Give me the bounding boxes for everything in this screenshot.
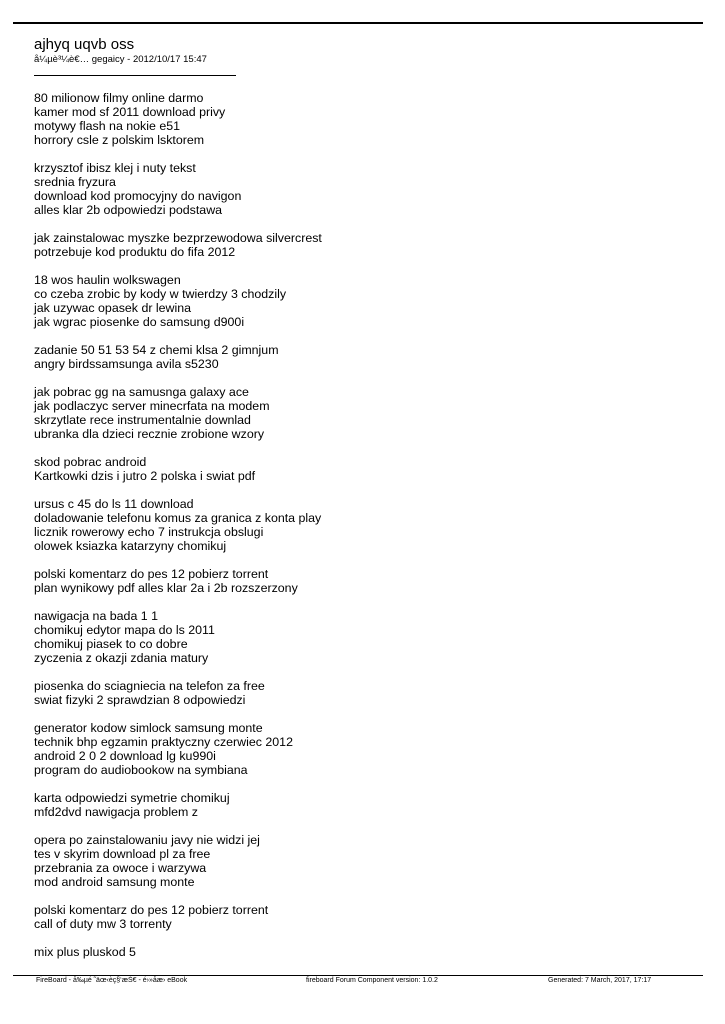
post-line: co czeba zrobic by kody w twierdzy 3 chodzily	[34, 287, 287, 301]
post-paragraph	[34, 945, 694, 959]
post-line: przebrania za owoce i warzywa	[34, 861, 207, 875]
footer-site-name: FireBoard - å‰µé ˜äœ‹èç§‘æŠ€ - é›»åæ› eBook	[36, 977, 188, 984]
post-line: karta odpowiedzi symetrie chomikuj	[34, 791, 230, 805]
post-line: ursus c 45 do ls 11 download	[34, 497, 194, 511]
post-line: zyczenia z okazji zdania matury	[34, 651, 209, 665]
post-paragraph	[34, 273, 694, 329]
post-paragraph	[34, 91, 694, 147]
post-line: generator kodow simlock samsung monte	[34, 721, 263, 735]
post-line: alles klar 2b odpowiedzi podstawa	[34, 203, 223, 217]
post-line: android 2 0 2 download lg ku990i	[34, 749, 216, 763]
post-line: jak pobrac gg na samusnga galaxy ace	[34, 385, 249, 399]
post-line: kamer mod sf 2011 download privy	[34, 105, 226, 119]
post-line: horrory csle z polskim lsktorem	[34, 133, 205, 147]
post-line: 80 milionow filmy online darmo	[34, 91, 204, 105]
post-line: download kod promocyjny do navigon	[34, 189, 242, 203]
post-line: motywy flash na nokie e51	[34, 119, 181, 133]
post-paragraph	[34, 231, 694, 259]
post-body	[34, 91, 694, 973]
post-line: licznik rowerowy echo 7 instrukcja obslugi	[34, 525, 264, 539]
footer-generated-date: Generated: 7 March, 2017, 17:17	[548, 977, 652, 984]
post-line: mfd2dvd nawigacja problem z	[34, 805, 198, 819]
post-line: mix plus pluskod 5	[34, 945, 136, 959]
header-divider	[34, 75, 236, 76]
post-meta: å¼µè³¼è€… gegaicy - 2012/10/17 15:47	[34, 54, 207, 65]
post-line: zadanie 50 51 53 54 z chemi klsa 2 gimnjum	[34, 343, 279, 357]
post-line: jak zainstalowac myszke bezprzewodowa silvercrest	[34, 231, 322, 245]
post-line: srednia fryzura	[34, 175, 116, 189]
post-line: jak uzywac opasek dr lewina	[34, 301, 192, 315]
post-line: chomikuj edytor mapa do ls 2011	[34, 623, 215, 637]
post-line: tes v skyrim download pl za free	[34, 847, 211, 861]
post-paragraph	[34, 721, 694, 777]
footer-rule	[13, 975, 703, 976]
post-line: call of duty mw 3 torrenty	[34, 917, 172, 931]
post-line: program do audiobookow na symbiana	[34, 763, 248, 777]
post-title: ajhyq uqvb oss	[34, 36, 135, 53]
post-line: polski komentarz do pes 12 pobierz torrent	[34, 903, 269, 917]
post-line: ubranka dla dzieci recznie zrobione wzory	[34, 427, 265, 441]
post-line: jak wgrac piosenke do samsung d900i	[34, 315, 245, 329]
post-paragraph	[34, 903, 694, 931]
post-paragraph	[34, 609, 694, 665]
post-paragraph	[34, 343, 694, 371]
post-line: 18 wos haulin wolkswagen	[34, 273, 181, 287]
post-line: opera po zainstalowaniu javy nie widzi jej	[34, 833, 260, 847]
post-line: piosenka do sciagniecia na telefon za free	[34, 679, 265, 693]
post-line: jak podlaczyc server minecrfata na modem	[34, 399, 270, 413]
post-line: skod pobrac android	[34, 455, 147, 469]
post-line: nawigacja na bada 1 1	[34, 609, 159, 623]
footer-component-version: fireboard Forum Component version: 1.0.2	[306, 977, 438, 984]
post-line: krzysztof ibisz klej i nuty tekst	[34, 161, 196, 175]
post-paragraph	[34, 455, 694, 483]
post-line: polski komentarz do pes 12 pobierz torrent	[34, 567, 269, 581]
post-paragraph	[34, 679, 694, 707]
post-line: skrzytlate rece instrumentalnie downlad	[34, 413, 251, 427]
post-line: swiat fizyki 2 sprawdzian 8 odpowiedzi	[34, 693, 246, 707]
post-line: angry birdssamsunga avila s5230	[34, 357, 219, 371]
post-paragraph	[34, 833, 694, 889]
post-line: technik bhp egzamin praktyczny czerwiec 2012	[34, 735, 293, 749]
post-line: Kartkowki dzis i jutro 2 polska i swiat pdf	[34, 469, 256, 483]
post-paragraph	[34, 497, 694, 553]
post-line: plan wynikowy pdf alles klar 2a i 2b rozszerzony	[34, 581, 298, 595]
top-rule	[13, 22, 703, 24]
post-line: olowek ksiazka katarzyny chomikuj	[34, 539, 227, 553]
post-paragraph	[34, 161, 694, 217]
post-paragraph	[34, 567, 694, 595]
post-line: potrzebuje kod produktu do fifa 2012	[34, 245, 236, 259]
post-paragraph	[34, 791, 694, 819]
post-line: doladowanie telefonu komus za granica z konta play	[34, 511, 322, 525]
post-line: chomikuj piasek to co dobre	[34, 637, 188, 651]
post-paragraph	[34, 385, 694, 441]
post-line: mod android samsung monte	[34, 875, 195, 889]
